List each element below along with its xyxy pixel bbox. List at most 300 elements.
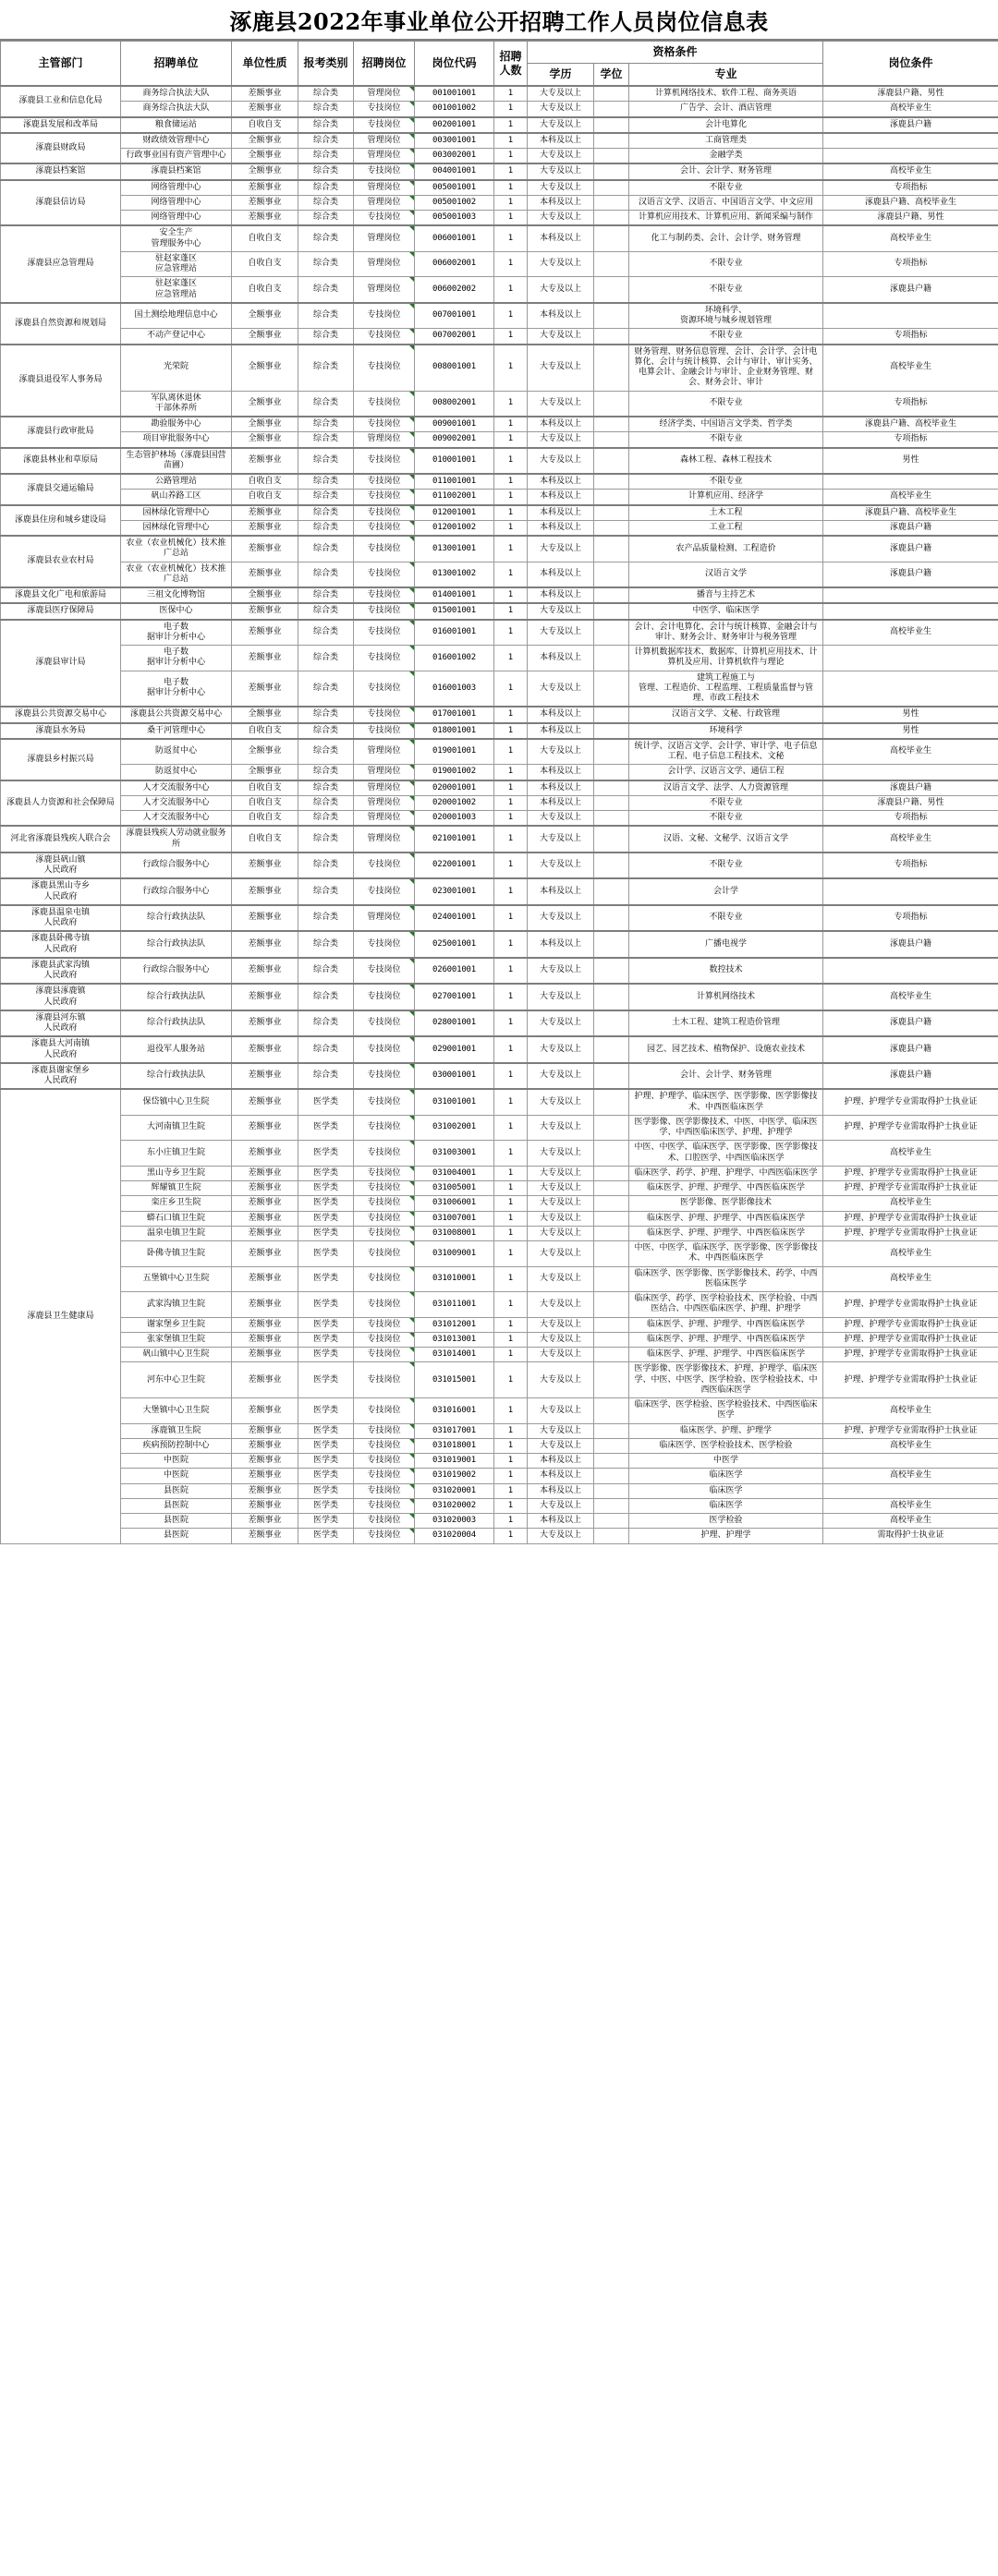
cell-unit-nature: 全额事业 [232,739,298,765]
cell-recruitment-post: 专技岗位 [354,1529,415,1543]
cell-headcount: 1 [494,603,528,619]
cell-headcount: 1 [494,1529,528,1543]
table-row [1,117,998,133]
cell-post-conditions: 高校毕业生 [823,984,998,1010]
table-body [1,86,998,1543]
cell-headcount: 1 [494,646,528,671]
cell-major: 数控技术 [629,958,823,985]
cell-post-code: 031016001 [415,1398,494,1424]
cell-degree [594,86,629,102]
table-row [1,671,998,707]
cell-recruiting-unit: 安全生产 管理服务中心 [121,225,232,251]
cell-application-category: 医学类 [298,1423,354,1438]
cell-recruiting-unit: 谢家堡乡卫生院 [121,1317,232,1332]
cell-education: 大专及以上 [528,211,594,226]
cell-unit-nature: 差额事业 [232,931,298,958]
cell-recruiting-unit: 综合行政执法队 [121,1063,232,1090]
cell-unit-nature: 全额事业 [232,345,298,392]
table-row [1,1398,998,1424]
cell-education: 大专及以上 [528,1317,594,1332]
cell-recruiting-unit: 网络管理中心 [121,195,232,210]
cell-post-conditions: 高校毕业生 [823,739,998,765]
cell-application-category: 综合类 [298,211,354,226]
cell-major: 临床医学 [629,1483,823,1498]
cell-post-code: 031015001 [415,1362,494,1398]
cell-recruiting-unit: 张家堡镇卫生院 [121,1332,232,1347]
table-row [1,826,998,853]
cell-unit-nature: 自收自支 [232,723,298,739]
cell-post-conditions [823,958,998,985]
cell-post-conditions [823,133,998,149]
cell-post-conditions: 专项指标 [823,905,998,932]
cell-application-category: 综合类 [298,984,354,1010]
cell-supervising-department: 涿鹿县信访局 [1,180,121,226]
cell-unit-nature: 差额事业 [232,620,298,646]
col-header-conditions: 岗位条件 [823,42,998,87]
cell-application-category: 综合类 [298,505,354,521]
cell-post-code: 031003001 [415,1141,494,1167]
cell-degree [594,1211,629,1226]
cell-post-conditions: 需取得护士执业证 [823,1529,998,1543]
cell-application-category: 综合类 [298,826,354,853]
cell-supervising-department: 河北省涿鹿县残疾人联合会 [1,826,121,853]
cell-headcount: 1 [494,707,528,722]
cell-recruiting-unit: 行政综合服务中心 [121,853,232,879]
cell-headcount: 1 [494,1241,528,1267]
cell-post-conditions [823,149,998,164]
cell-post-conditions: 高校毕业生 [823,1266,998,1292]
cell-degree [594,277,629,303]
cell-post-conditions: 男性 [823,723,998,739]
cell-post-conditions: 涿鹿县户籍 [823,117,998,133]
cell-post-conditions: 护理、护理学专业需取得护士执业证 [823,1166,998,1180]
cell-post-conditions: 护理、护理学专业需取得护士执业证 [823,1423,998,1438]
cell-post-code: 013001002 [415,562,494,587]
cell-post-conditions [823,671,998,707]
cell-recruitment-post: 管理岗位 [354,180,415,196]
table-row [1,163,998,179]
cell-major: 工商管理类 [629,133,823,149]
cell-recruiting-unit: 综合行政执法队 [121,905,232,932]
table-row [1,603,998,619]
cell-recruiting-unit: 行政综合服务中心 [121,958,232,985]
cell-post-code: 031008001 [415,1226,494,1240]
cell-post-code: 025001001 [415,931,494,958]
cell-headcount: 1 [494,474,528,490]
cell-post-conditions: 护理、护理学专业需取得护士执业证 [823,1089,998,1115]
cell-recruitment-post: 专技岗位 [354,1141,415,1167]
cell-post-code: 019001001 [415,739,494,765]
cell-application-category: 综合类 [298,765,354,780]
cell-post-conditions: 专项指标 [823,251,998,277]
cell-degree [594,1266,629,1292]
cell-application-category: 医学类 [298,1483,354,1498]
cell-degree [594,931,629,958]
cell-major: 建筑工程施工与 管理、工程造价、工程监理、工程质量监督与管理、市政工程技术 [629,671,823,707]
cell-post-conditions: 护理、护理学专业需取得护士执业证 [823,1348,998,1362]
cell-unit-nature: 差额事业 [232,1036,298,1063]
cell-post-code: 002001001 [415,117,494,133]
cell-degree [594,1529,629,1543]
cell-headcount: 1 [494,1211,528,1226]
cell-headcount: 1 [494,780,528,796]
table-row [1,448,998,475]
col-header-unit: 招聘单位 [121,42,232,87]
cell-headcount: 1 [494,303,528,329]
cell-education: 本科及以上 [528,133,594,149]
cell-degree [594,1362,629,1398]
cell-major: 计算机网络技术 [629,984,823,1010]
cell-unit-nature: 差额事业 [232,1332,298,1347]
cell-major: 财务管理、财务信息管理、会计、会计学、会计电算化、会计与统计核算、会计与审计、审计实务、电算会计、金融会计与审计、企业财务管理、财会、财务会计、审计 [629,345,823,392]
table-row [1,958,998,985]
table-row [1,795,998,810]
cell-application-category: 医学类 [298,1266,354,1292]
table-row [1,1141,998,1167]
cell-application-category: 综合类 [298,958,354,985]
cell-unit-nature: 差额事业 [232,958,298,985]
cell-recruitment-post: 专技岗位 [354,587,415,603]
cell-headcount: 1 [494,811,528,827]
cell-recruitment-post: 专技岗位 [354,931,415,958]
cell-recruiting-unit: 大河南镇卫生院 [121,1115,232,1141]
cell-recruitment-post: 专技岗位 [354,1362,415,1398]
cell-supervising-department: 涿鹿县退役军人事务局 [1,345,121,417]
cell-application-category: 医学类 [298,1089,354,1115]
cell-major: 临床医学、护理、护理学、中西医临床医学 [629,1348,823,1362]
cell-post-conditions [823,303,998,329]
cell-recruitment-post: 专技岗位 [354,1348,415,1362]
cell-degree [594,603,629,619]
cell-education: 大专及以上 [528,1241,594,1267]
cell-headcount: 1 [494,1115,528,1141]
cell-post-code: 031009001 [415,1241,494,1267]
cell-headcount: 1 [494,1362,528,1398]
cell-recruiting-unit: 网络管理中心 [121,211,232,226]
cell-recruiting-unit: 退役军人服务站 [121,1036,232,1063]
cell-application-category: 综合类 [298,536,354,562]
cell-post-code: 007001001 [415,303,494,329]
table-row [1,1317,998,1332]
cell-degree [594,671,629,707]
cell-education: 大专及以上 [528,149,594,164]
cell-supervising-department: 涿鹿县林业和草原局 [1,448,121,475]
table-row [1,195,998,210]
cell-application-category: 医学类 [298,1317,354,1332]
cell-major: 汉语、文秘、文秘学、汉语言文学 [629,826,823,853]
cell-application-category: 综合类 [298,303,354,329]
cell-unit-nature: 自收自支 [232,251,298,277]
cell-headcount: 1 [494,1063,528,1090]
cell-recruitment-post: 专技岗位 [354,723,415,739]
cell-recruiting-unit: 勘验服务中心 [121,417,232,432]
cell-application-category: 综合类 [298,277,354,303]
cell-degree [594,780,629,796]
cell-post-conditions: 涿鹿县户籍 [823,520,998,536]
cell-major: 会计学 [629,878,823,905]
cell-degree [594,1483,629,1498]
cell-recruitment-post: 管理岗位 [354,765,415,780]
cell-post-conditions: 涿鹿县户籍、男性 [823,795,998,810]
table-row [1,984,998,1010]
cell-post-code: 031014001 [415,1348,494,1362]
cell-headcount: 1 [494,931,528,958]
cell-supervising-department: 涿鹿县工业和信息化局 [1,86,121,117]
cell-post-code: 006001001 [415,225,494,251]
cell-post-conditions: 高校毕业生 [823,1398,998,1424]
cell-major: 园艺、园艺技术、植物保护、设施农业技术 [629,1036,823,1063]
cell-application-category: 综合类 [298,620,354,646]
cell-supervising-department: 涿鹿县医疗保障局 [1,603,121,619]
cell-application-category: 医学类 [298,1469,354,1483]
cell-education: 大专及以上 [528,251,594,277]
cell-post-code: 031012001 [415,1317,494,1332]
cell-supervising-department: 涿鹿县文化广电和旅游局 [1,587,121,603]
table-row [1,505,998,521]
cell-supervising-department: 涿鹿县审计局 [1,620,121,707]
cell-recruiting-unit: 人才交流服务中心 [121,811,232,827]
cell-supervising-department: 涿鹿县人力资源和社会保障局 [1,780,121,827]
cell-unit-nature: 自收自支 [232,117,298,133]
cell-recruiting-unit: 不动产登记中心 [121,329,232,345]
table-row [1,345,998,392]
cell-post-code: 003001001 [415,133,494,149]
cell-supervising-department: 涿鹿县行政审批局 [1,417,121,448]
cell-education: 大专及以上 [528,1292,594,1318]
table-row [1,180,998,196]
cell-major: 不限专业 [629,853,823,879]
cell-application-category: 综合类 [298,739,354,765]
cell-education: 大专及以上 [528,163,594,179]
cell-recruiting-unit: 驻赵家蓬区 应急管理站 [121,277,232,303]
cell-education: 大专及以上 [528,448,594,475]
cell-degree [594,163,629,179]
cell-education: 本科及以上 [528,795,594,810]
cell-post-code: 031020004 [415,1529,494,1543]
col-header-dept: 主管部门 [1,42,121,87]
cell-application-category: 综合类 [298,391,354,417]
cell-recruiting-unit: 大堡镇中心卫生院 [121,1398,232,1424]
cell-headcount: 1 [494,795,528,810]
cell-education: 本科及以上 [528,225,594,251]
cell-major: 汉语言文学 [629,562,823,587]
cell-application-category: 综合类 [298,795,354,810]
cell-recruitment-post: 专技岗位 [354,984,415,1010]
cell-major: 汉语言文学、文秘、行政管理 [629,707,823,722]
cell-headcount: 1 [494,391,528,417]
cell-post-conditions: 高校毕业生 [823,490,998,505]
table-row [1,536,998,562]
cell-application-category: 医学类 [298,1529,354,1543]
cell-education: 大专及以上 [528,984,594,1010]
cell-headcount: 1 [494,984,528,1010]
cell-post-code: 001001001 [415,86,494,102]
cell-post-code: 024001001 [415,905,494,932]
cell-degree [594,1423,629,1438]
table-row [1,723,998,739]
cell-post-code: 031017001 [415,1423,494,1438]
cell-recruitment-post: 专技岗位 [354,303,415,329]
cell-degree [594,195,629,210]
cell-application-category: 综合类 [298,520,354,536]
cell-education: 大专及以上 [528,1196,594,1211]
cell-post-code: 012001002 [415,520,494,536]
cell-post-code: 008002001 [415,391,494,417]
cell-unit-nature: 差额事业 [232,1241,298,1267]
table-row [1,490,998,505]
cell-application-category: 综合类 [298,117,354,133]
table-row [1,1010,998,1037]
cell-major: 不限专业 [629,474,823,490]
cell-recruiting-unit: 中医院 [121,1469,232,1483]
cell-recruiting-unit: 电子数 据审计分析中心 [121,646,232,671]
cell-education: 大专及以上 [528,329,594,345]
cell-education: 本科及以上 [528,195,594,210]
cell-recruitment-post: 专技岗位 [354,329,415,345]
cell-unit-nature: 全额事业 [232,707,298,722]
cell-major: 农产品质量检测、工程造价 [629,536,823,562]
cell-application-category: 综合类 [298,345,354,392]
cell-major: 土木工程 [629,505,823,521]
cell-unit-nature: 全额事业 [232,133,298,149]
cell-headcount: 1 [494,1438,528,1453]
cell-recruitment-post: 专技岗位 [354,474,415,490]
cell-degree [594,1089,629,1115]
cell-post-conditions: 涿鹿县户籍 [823,1010,998,1037]
cell-education: 大专及以上 [528,180,594,196]
cell-major: 工业工程 [629,520,823,536]
cell-post-conditions: 涿鹿县户籍、高校毕业生 [823,195,998,210]
cell-recruiting-unit: 武家沟镇卫生院 [121,1292,232,1318]
cell-supervising-department: 涿鹿县黑山寺乡 人民政府 [1,878,121,905]
cell-degree [594,417,629,432]
cell-degree [594,1292,629,1318]
cell-unit-nature: 全额事业 [232,303,298,329]
cell-recruiting-unit: 辉耀镇卫生院 [121,1181,232,1196]
cell-application-category: 综合类 [298,133,354,149]
cell-post-code: 016001001 [415,620,494,646]
cell-post-code: 011002001 [415,490,494,505]
header-row-1 [1,42,998,64]
cell-major: 不限专业 [629,432,823,448]
cell-recruiting-unit: 财政绩效管理中心 [121,133,232,149]
cell-degree [594,448,629,475]
table-row [1,211,998,226]
cell-degree [594,958,629,985]
cell-unit-nature: 差额事业 [232,1514,298,1529]
cell-degree [594,432,629,448]
cell-post-code: 004001001 [415,163,494,179]
cell-recruiting-unit: 保岱镇中心卫生院 [121,1089,232,1115]
cell-post-conditions [823,603,998,619]
cell-unit-nature: 差额事业 [232,102,298,117]
cell-recruitment-post: 专技岗位 [354,1498,415,1513]
cell-major: 临床医学 [629,1469,823,1483]
cell-major: 中医、中医学、临床医学、医学影像、医学影像技术、口腔医学、中西医临床医学 [629,1141,823,1167]
cell-major: 土木工程、建筑工程造价管理 [629,1010,823,1037]
table-row [1,1423,998,1438]
cell-application-category: 医学类 [298,1348,354,1362]
cell-major: 临床医学、护理、护理学、中西医临床医学 [629,1211,823,1226]
table-row [1,707,998,722]
table-row [1,620,998,646]
table-row [1,1454,998,1469]
cell-education: 大专及以上 [528,1181,594,1196]
cell-recruitment-post: 专技岗位 [354,707,415,722]
cell-recruiting-unit: 中医院 [121,1454,232,1469]
cell-post-conditions: 高校毕业生 [823,1241,998,1267]
cell-recruitment-post: 专技岗位 [354,1036,415,1063]
cell-degree [594,1498,629,1513]
cell-education: 大专及以上 [528,811,594,827]
cell-education: 大专及以上 [528,739,594,765]
table-row [1,1332,998,1347]
cell-degree [594,1226,629,1240]
cell-education: 大专及以上 [528,620,594,646]
cell-headcount: 1 [494,1514,528,1529]
cell-post-conditions: 涿鹿县户籍 [823,536,998,562]
cell-recruitment-post: 管理岗位 [354,86,415,102]
cell-recruiting-unit: 农业（农业机械化）技术推广总站 [121,562,232,587]
cell-recruitment-post: 管理岗位 [354,905,415,932]
table-row [1,853,998,879]
cell-degree [594,984,629,1010]
cell-major: 化工与制药类、会计、会计学、财务管理 [629,225,823,251]
table-row [1,811,998,827]
cell-application-category: 医学类 [298,1241,354,1267]
cell-headcount: 1 [494,1398,528,1424]
cell-post-code: 023001001 [415,878,494,905]
cell-education: 本科及以上 [528,1483,594,1498]
cell-recruiting-unit: 温泉屯镇卫生院 [121,1226,232,1240]
cell-post-conditions: 高校毕业生 [823,1498,998,1513]
cell-recruitment-post: 管理岗位 [354,811,415,827]
cell-recruitment-post: 管理岗位 [354,780,415,796]
cell-recruitment-post: 专技岗位 [354,102,415,117]
cell-headcount: 1 [494,1454,528,1469]
cell-headcount: 1 [494,1332,528,1347]
cell-post-code: 011001001 [415,474,494,490]
cell-degree [594,795,629,810]
cell-recruitment-post: 专技岗位 [354,603,415,619]
cell-headcount: 1 [494,587,528,603]
cell-unit-nature: 差额事业 [232,1089,298,1115]
cell-headcount: 1 [494,958,528,985]
cell-degree [594,646,629,671]
cell-headcount: 1 [494,739,528,765]
table-header [1,42,998,87]
cell-recruitment-post: 专技岗位 [354,562,415,587]
cell-degree [594,1181,629,1196]
table-row [1,1438,998,1453]
cell-post-conditions: 涿鹿县户籍、高校毕业生 [823,417,998,432]
table-row [1,474,998,490]
table-row [1,1166,998,1180]
cell-recruitment-post: 专技岗位 [354,620,415,646]
cell-unit-nature: 全额事业 [232,149,298,164]
cell-education: 本科及以上 [528,417,594,432]
cell-major: 临床医学、护理、护理学、中西医临床医学 [629,1332,823,1347]
col-header-code: 岗位代码 [415,42,494,87]
cell-major: 医学检验 [629,1514,823,1529]
cell-education: 本科及以上 [528,587,594,603]
cell-degree [594,853,629,879]
cell-post-conditions [823,1454,998,1469]
cell-education: 大专及以上 [528,905,594,932]
cell-unit-nature: 差额事业 [232,1292,298,1318]
cell-unit-nature: 差额事业 [232,520,298,536]
cell-degree [594,739,629,765]
